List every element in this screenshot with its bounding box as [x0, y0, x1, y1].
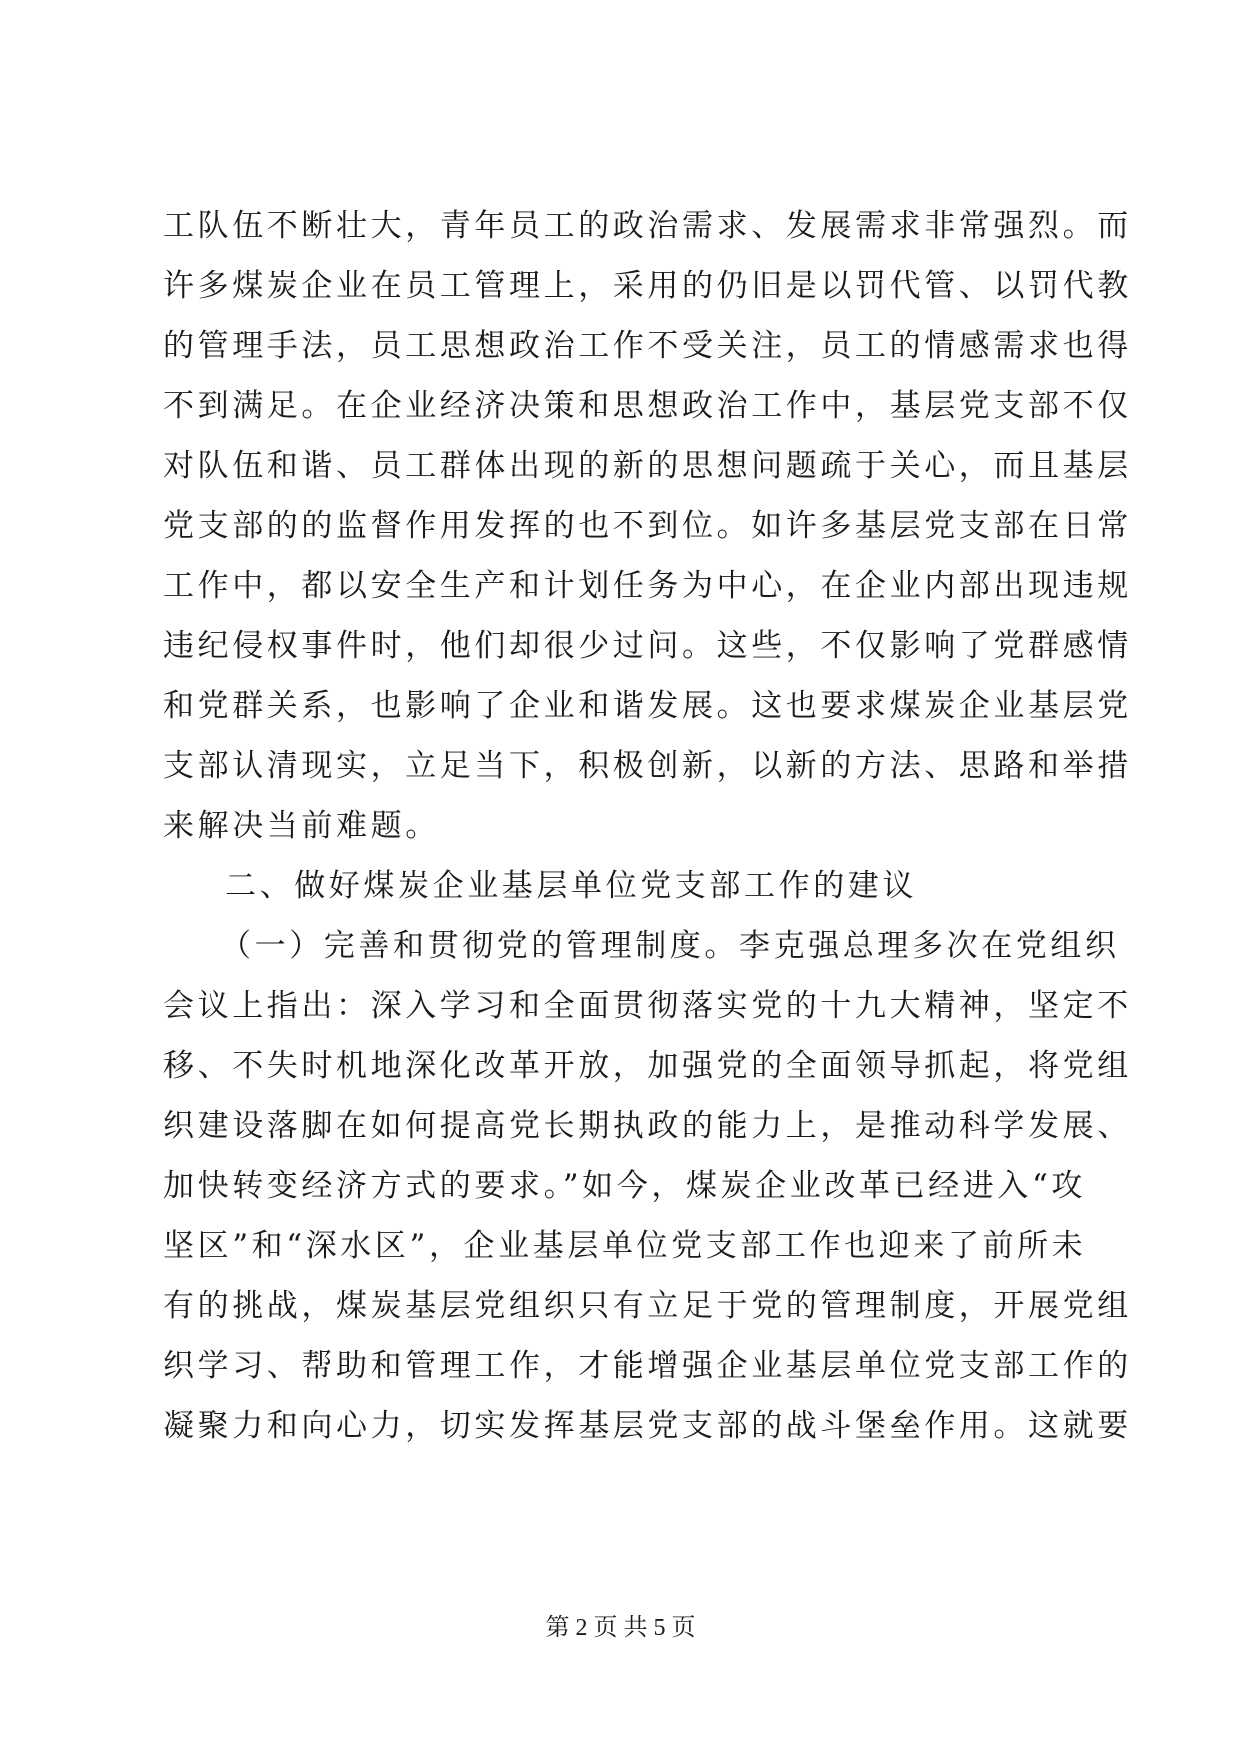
section-heading: 二、做好煤炭企业基层单位党支部工作的建议: [225, 868, 917, 904]
paragraph-line: 工作中，都以安全生产和计划任务为中心，在企业内部出现违规: [163, 568, 1132, 604]
page-number-footer: 第 2 页 共 5 页: [545, 1615, 696, 1641]
paragraph-line: 不到满足。在企业经济决策和思想政治工作中，基层党支部不仅: [163, 388, 1132, 424]
paragraph-line: 支部认清现实，立足当下，积极创新，以新的方法、思路和举措: [163, 748, 1132, 784]
paragraph-line: 对队伍和谐、员工群体出现的新的思想问题疏于关心，而且基层: [163, 448, 1132, 484]
paragraph-line: 凝聚力和向心力，切实发挥基层党支部的战斗堡垒作用。这就要: [163, 1408, 1132, 1444]
paragraph-line: 移、不失时机地深化改革开放，加强党的全面领导抓起，将党组: [163, 1048, 1132, 1084]
paragraph-line: 有的挑战，煤炭基层党组织只有立足于党的管理制度，开展党组: [163, 1288, 1132, 1324]
paragraph-line: 和党群关系，也影响了企业和谐发展。这也要求煤炭企业基层党: [163, 688, 1132, 724]
paragraph-line: 工队伍不断壮大，青年员工的政治需求、发展需求非常强烈。而: [163, 208, 1132, 244]
paragraph-line: 许多煤炭企业在员工管理上，采用的仍旧是以罚代管、以罚代教: [163, 268, 1132, 304]
paragraph-line: 党支部的的监督作用发挥的也不到位。如许多基层党支部在日常: [163, 508, 1132, 544]
subsection-heading-line: （一）完善和贯彻党的管理制度。李克强总理多次在党组织: [220, 928, 1120, 964]
paragraph-line: 会议上指出：深入学习和全面贯彻落实党的十九大精神，坚定不: [163, 988, 1132, 1024]
paragraph-line: 的管理手法，员工思想政治工作不受关注，员工的情感需求也得: [163, 328, 1132, 364]
paragraph-line: 坚区”和“深水区”，企业基层单位党支部工作也迎来了前所未: [163, 1228, 1087, 1264]
paragraph-line: 织建设落脚在如何提高党长期执政的能力上，是推动科学发展、: [163, 1108, 1132, 1144]
paragraph-line: 来解决当前难题。: [163, 808, 440, 844]
paragraph-line: 加快转变经济方式的要求。”如今，煤炭企业改革已经进入“攻: [163, 1168, 1086, 1204]
paragraph-line: 织学习、帮助和管理工作，才能增强企业基层单位党支部工作的: [163, 1348, 1132, 1384]
paragraph-line: 违纪侵权事件时，他们却很少过问。这些，不仅影响了党群感情: [163, 628, 1132, 664]
